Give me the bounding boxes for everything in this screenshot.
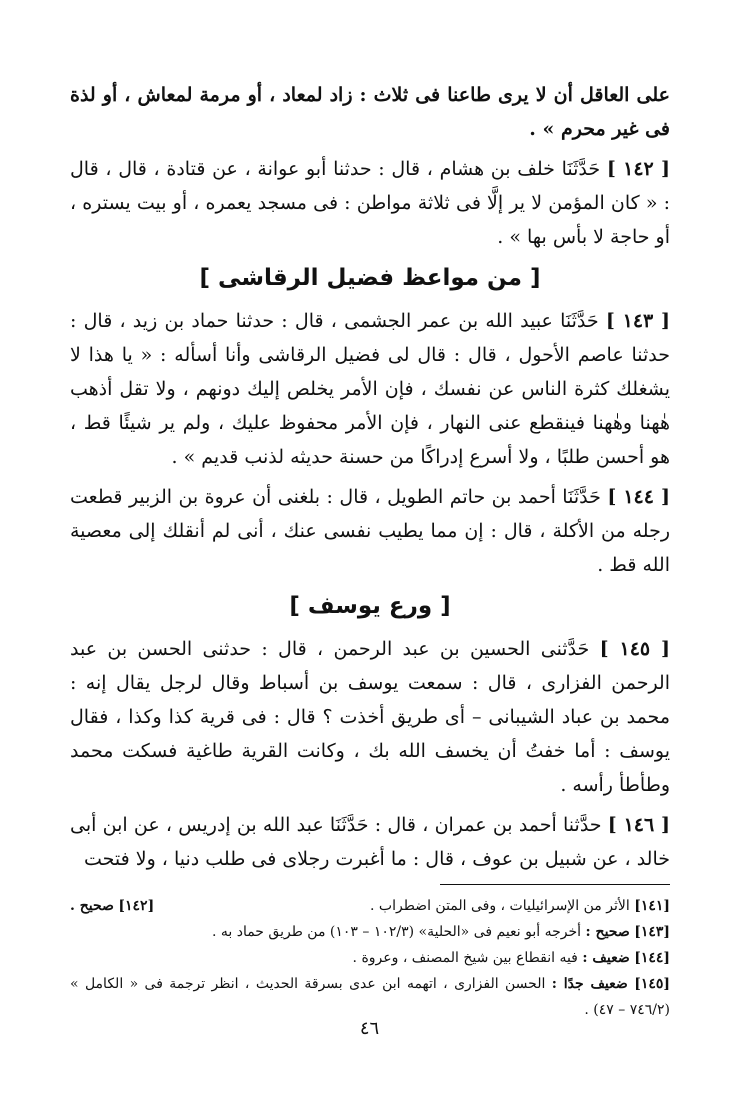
page-number: ٤٦ — [359, 1018, 380, 1039]
hadith-145 — [70, 632, 670, 802]
hadith-142 — [70, 152, 670, 254]
top-paragraph: على العاقل أن لا يرى طاعنا فى ثلاث : زاد لمعاد ، أو مرمة لمعاش ، أو لذة فى غير محرم » . — [70, 84, 670, 140]
hadith-text: حَدَّثَنَا أحمد بن حاتم الطويل ، قال : بلغنى أن عروة بن الزبير قطعت رجله من الأكلة ، قال : إن مما يطيب نفسى عنك ، أنى لم أنقلك إلى معصية الله قط . — [70, 486, 670, 576]
section-heading-fudayl: [ من مواعظ فضيل الرقاشى ] — [199, 265, 541, 291]
footnote-144 — [70, 945, 670, 971]
footnotes — [70, 893, 670, 1023]
footnote-grade: صحيح : — [585, 924, 630, 940]
footnote-number: [١٤٣] — [634, 924, 670, 940]
hadith-number: [ ١٤٤ ] — [607, 486, 670, 508]
page-body — [70, 78, 670, 1023]
hadith-146 — [70, 808, 670, 876]
hadith-number: [ ١٤٣ ] — [605, 310, 670, 332]
footnote-number: [١٤١] — [634, 898, 670, 914]
hadith-number: [ ١٤٦ ] — [607, 814, 671, 836]
hadith-text: حدَّثنا أحمد بن عمران ، قال : حَدَّثَنَا عبد الله بن إدريس ، عن ابن أبى خالد ، عن شبيل بن عوف ، قال : ما أغبرت رجلاى فى طلب دنيا ، ولا فتحت — [70, 814, 670, 870]
footnote-number: [١٤٤] — [634, 950, 670, 966]
footnote-text: أخرجه أبو نعيم فى «الحلية» (١٠٢/٣ – ١٠٣) من طريق حماد به . — [211, 924, 582, 940]
hadith-143 — [70, 304, 670, 474]
footnote-grade: ضعيف جدًا : — [551, 976, 628, 992]
hadith-144 — [70, 480, 670, 582]
footnote-grade: ضعيف : — [582, 950, 630, 966]
footnote-143 — [70, 919, 670, 945]
footnote-number: [١٤٢] — [118, 898, 155, 914]
section-heading-yusuf: [ ورع يوسف ] — [289, 593, 451, 619]
hadith-text: حَدَّثَنَا خلف بن هشام ، قال : حدثنا أبو عوانة ، عن قتادة ، قال ، قال : « كان المؤمن لا ير إلَّا فى ثلاثة مواطن : فى مسجد يعمره ، أو بيت يستره ، أو حاجة لا بأس بها » . — [70, 158, 670, 248]
footnote-142 — [70, 893, 154, 919]
footnote-141 — [370, 893, 670, 919]
footnote-text: فيه انقطاع بين شيخ المصنف ، وعروة . — [352, 950, 578, 966]
footnote-grade: صحيح . — [70, 898, 114, 914]
footnote-number: [١٤٥] — [634, 976, 671, 992]
footnote-text: الأثر من الإسرائيليات ، وفى المتن اضطراب . — [370, 898, 630, 914]
hadith-number: [ ١٤٥ ] — [599, 638, 670, 660]
footnote-141-142 — [70, 893, 670, 919]
hadith-text: حَدَّثنى الحسين بن عبد الرحمن ، قال : حدثنى الحسن بن عبد الرحمن الفزارى ، قال : سمعت يوسف بن أسباط وقال لرجل يقال إنه : محمد بن عباد الشيبانى – أى طريق أخذت ؟ قال : فى قرية كذا وكذا ، فقال يوسف : أما خفتُ أن يخسف الله بك ، وكانت القرية طاغية فسكت محمد وطأطأ رأسه . — [70, 638, 670, 796]
footnote-145 — [70, 971, 670, 1023]
footnote-divider — [440, 884, 670, 885]
footnote-text: الحسن الفزارى ، اتهمه ابن عدى بسرقة الحديث ، انظر ترجمة فى « الكامل » (٧٤٦/٢ – ٤٧) . — [70, 976, 670, 1018]
hadith-number: [ ١٤٢ ] — [606, 158, 671, 180]
hadith-text: حَدَّثَنَا عبيد الله بن عمر الجشمى ، قال : حدثنا حماد بن زيد ، قال : حدثنا عاصم الأحول ، قال : قال لى فضيل الرقاشى وأنا أسأله : « يا هذا لا يشغلك كثرة الناس عن نفسك ، فإن الأمر يخلص إليك دونهم ، ولا تقل أذهب هٰهنا وهٰهنا فينقطع عنى النهار ، فإن الأمر محفوظ عليك ، ولم ير شيئًا قط ، هو أحسن طلبًا ، ولا أسرع إدراكًا من حسنة حديثه لذنب قديم » . — [70, 310, 670, 468]
